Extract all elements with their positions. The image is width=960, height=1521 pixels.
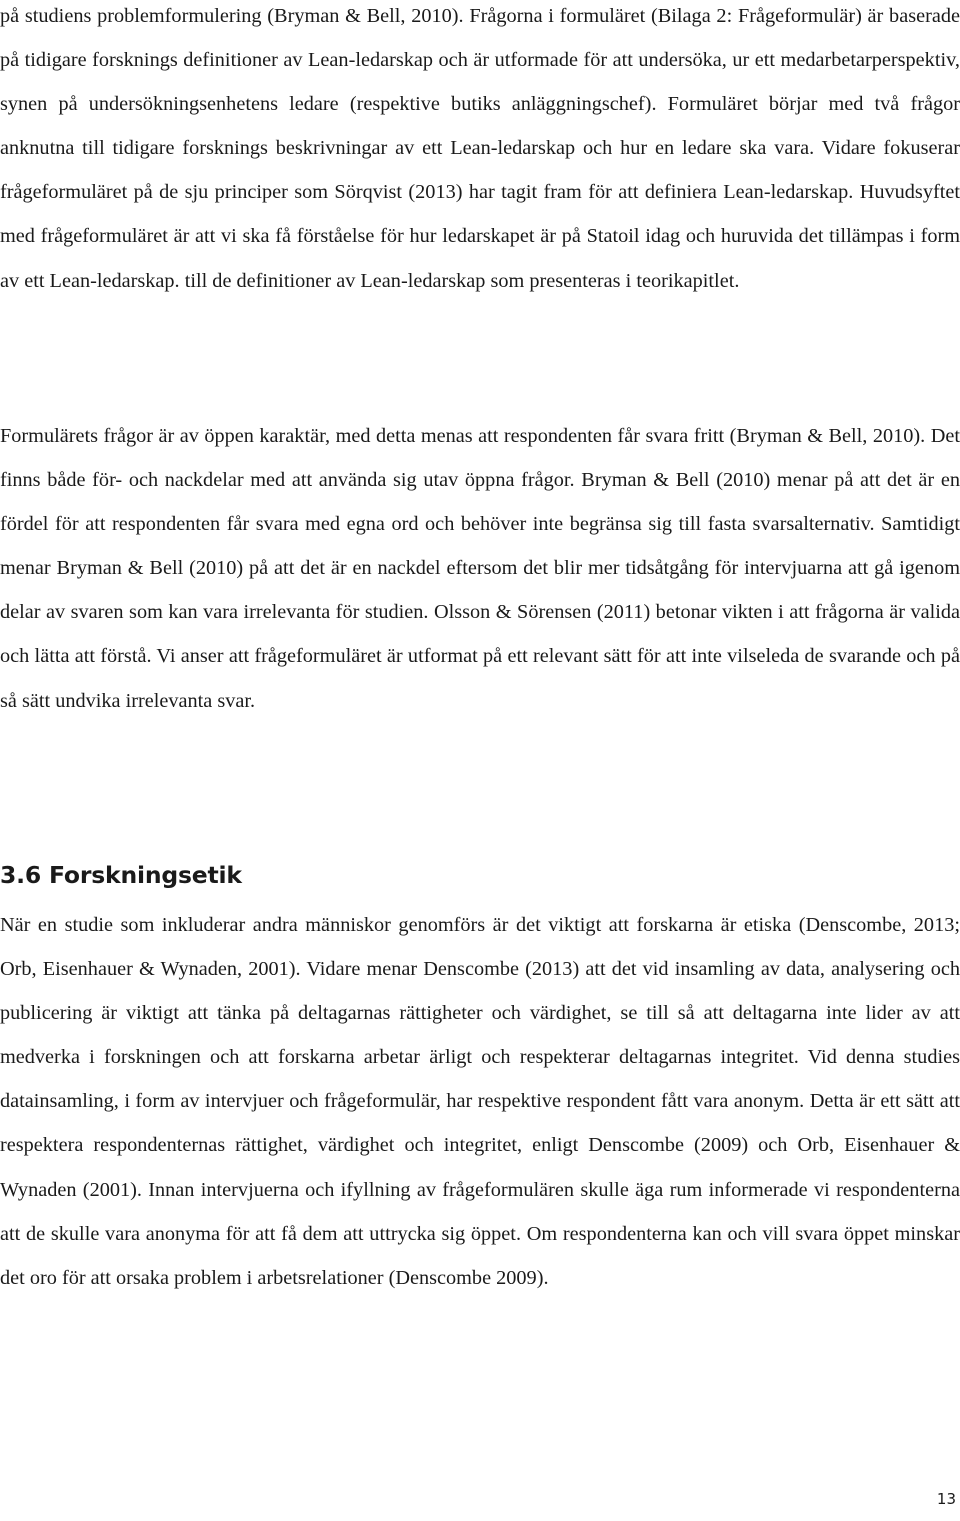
- page-number: 13: [936, 1490, 956, 1508]
- section-heading: 3.6 Forskningsetik: [0, 861, 242, 889]
- body-paragraph-open-questions: Formulärets frågor är av öppen karaktär, med detta menas att respondenten får svara fritt (Bryman & Bell, 2010). Det finns både för- och nackdelar med att använda sig utav öppna frågor. Bryman & Bell (2010) menar på att det är en fördel för att respondenten får svara med egna ord och behöver inte begränsa sig till fasta svarsalternativ. Samtidigt menar Bryman & Bell (2010) på att det är en nackdel eftersom det blir mer tidsåtgång för intervjuarna att gå igenom delar av svaren som kan vara irrelevanta för studien. Olsson & Sörensen (2011) betonar vikten i att frågorna är valida och lätta att förstå. Vi anser att frågeformuläret är utformat på ett relevant sätt för att inte vilseleda de svarande och på så sätt undvika irrelevanta svar.: [0, 425, 960, 712]
- body-paragraph-questionnaire: på studiens problemformulering (Bryman & Bell, 2010). Frågorna i formuläret (Bilaga 2: Frågeformulär) är baserade på tidigare forsknings definitioner av Lean-ledarskap och är utformade för att undersöka, ur ett medarbetarperspektiv, synen på undersökningsenhetens ledare (respektive butiks anläggningschef). Formuläret börjar med två frågor anknutna till tidigare forsknings beskrivningar av ett Lean-ledarskap och hur en ledare ska vara. Vidare fokuserar frågeformuläret på de sju principer som Sörqvist (2013) har tagit fram för att definiera Lean-ledarskap. Huvudsyftet med frågeformuläret är att vi ska få förståelse för hur ledarskapet är på Statoil idag och huruvida det tillämpas i form av ett Lean-ledarskap. till de definitioner av Lean-ledarskap som presenteras i teorikapitlet.: [0, 5, 960, 292]
- body-paragraph-research-ethics: När en studie som inkluderar andra människor genomförs är det viktigt att forskarna är etiska (Denscombe, 2013; Orb, Eisenhauer & Wynaden, 2001). Vidare menar Denscombe (2013) att det vid insamling av data, analysering och publicering är viktigt att tänka på deltagarnas rättigheter och värdighet, se till så att deltagarna inte lider av att medverka i forskningen och att forskarna arbetar ärligt och respekterar deltagarnas integritet. Vid denna studies datainsamling, i form av intervjuer och frågeformulär, har respektive respondent fått vara anonym. Detta är ett sätt att respektera respondenternas rättighet, värdighet och integritet, enligt Denscombe (2009) och Orb, Eisenhauer & Wynaden (2001). Innan intervjuerna och ifyllning av frågeformulären skulle äga rum informerade vi respondenterna att de skulle vara anonyma för att få dem att uttrycka sig öppet. Om respondenterna kan och vill svara öppet minskar det oro för att orsaka problem i arbetsrelationer (Denscombe 2009).: [0, 914, 960, 1289]
